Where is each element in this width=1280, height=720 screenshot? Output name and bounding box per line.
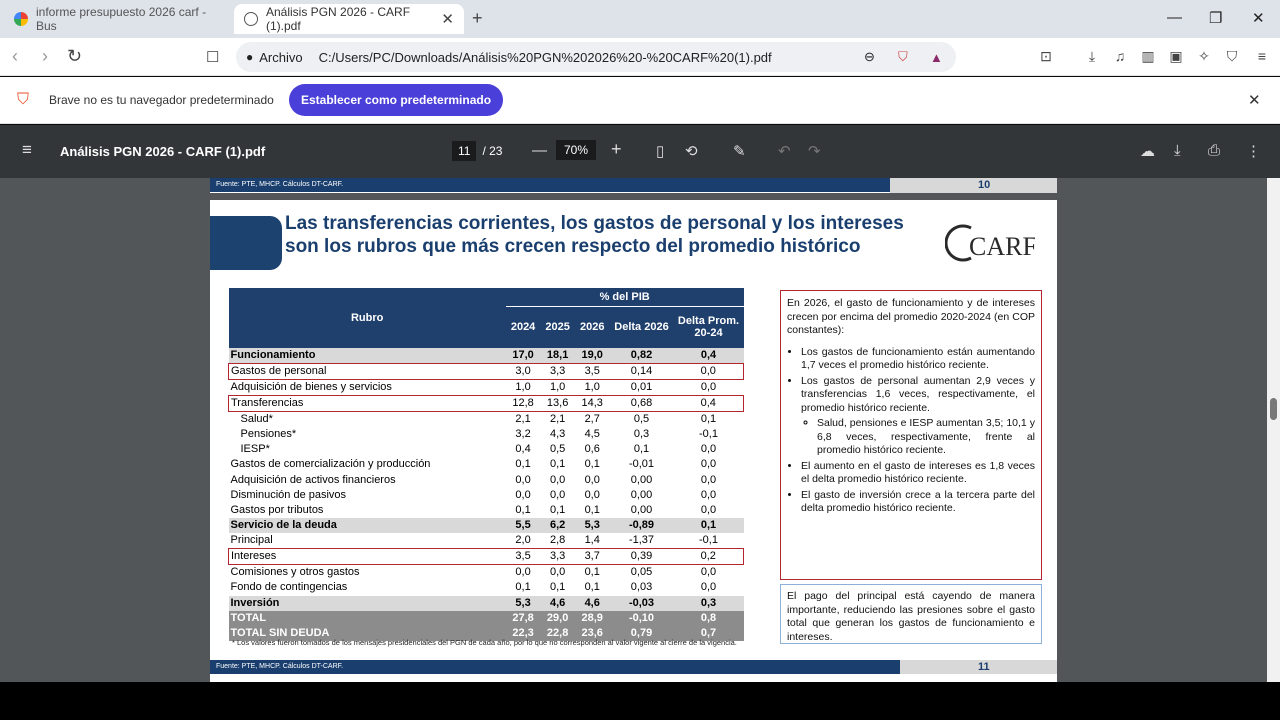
tab-title: informe presupuesto 2026 carf - Bus <box>36 5 207 33</box>
cell-value: 0,7 <box>700 626 717 639</box>
drive-save-icon[interactable]: ☁ <box>1140 143 1155 160</box>
analysis-bullet-text: Los gastos de personal aumentan 2,9 veces y transferencias 1,6 veces, respectivamente, el promedio histórico reciente. <box>801 374 1035 414</box>
brave-rewards-icon[interactable]: ▲ <box>930 49 943 65</box>
cell-value: 0,00 <box>630 473 653 486</box>
cell-value: 6,2 <box>549 519 566 532</box>
cell-value: 0,0 <box>549 473 566 486</box>
cell-value: 0,68 <box>610 396 674 412</box>
table-row <box>229 488 744 503</box>
cell-value: 0,1 <box>515 504 531 517</box>
tab-search[interactable] <box>4 4 226 34</box>
header-delta-prom: Delta Prom. 20-24 <box>674 306 744 348</box>
zoom-in-icon[interactable]: + <box>611 139 622 159</box>
row-label: Gastos de personal <box>229 364 506 380</box>
cell-value: 0,0 <box>549 566 566 579</box>
cell-value: -0,01 <box>628 458 655 471</box>
cell-value: 4,6 <box>549 596 566 609</box>
cell-value: 0,0 <box>700 488 717 501</box>
sidebar-icon[interactable]: ▥ <box>1141 48 1155 64</box>
pdf-viewer[interactable] <box>0 178 1280 682</box>
cell-value: 0,0 <box>515 488 531 501</box>
page-number: 11 <box>978 661 990 673</box>
menu-icon[interactable]: ≡ <box>22 140 32 159</box>
protocol-label: Archivo <box>259 49 303 65</box>
row-label: Adquisición de activos financieros <box>230 473 396 486</box>
page-selector <box>452 141 502 161</box>
cell-value: 28,9 <box>581 611 603 624</box>
cell-value: 4,5 <box>584 428 600 441</box>
cell-value: 0,1 <box>584 581 600 594</box>
taskbar-area <box>0 682 1280 720</box>
cell-value: 14,3 <box>575 396 610 412</box>
cell-value: 0,1 <box>515 458 531 471</box>
table-row <box>229 442 744 457</box>
table-row <box>229 412 744 428</box>
music-icon[interactable]: ♫ <box>1114 48 1126 64</box>
scrollbar-thumb[interactable] <box>1270 398 1277 420</box>
row-label: Salud* <box>240 413 273 425</box>
cell-value: 1,0 <box>549 381 566 393</box>
undo-icon[interactable]: ↶ <box>778 143 791 160</box>
header-2025: 2025 <box>540 306 575 348</box>
cell-value: 3,3 <box>540 364 575 380</box>
cell-value: -0,1 <box>699 428 718 441</box>
cell-value: 5,3 <box>515 596 531 609</box>
cell-value: 0,4 <box>700 349 717 361</box>
forward-button[interactable]: › <box>42 46 48 66</box>
cell-value: 2,8 <box>549 534 566 547</box>
table-row <box>229 457 744 472</box>
cell-value: 0,1 <box>549 458 566 471</box>
cell-value: -0,89 <box>628 519 655 532</box>
cell-value: 0,0 <box>700 581 717 594</box>
cell-value: 13,6 <box>540 396 575 412</box>
table-row <box>229 427 744 442</box>
table-row <box>229 580 744 595</box>
cell-value: 0,5 <box>549 443 566 456</box>
analysis-bullet: • El aumento en el gasto de intereses es 1,8 veces el delta promedio histórico reciente. <box>801 460 1035 487</box>
cell-value: 5,5 <box>515 519 531 532</box>
row-label: TOTAL SIN DEUDA <box>230 626 330 639</box>
row-label: Comisiones y otros gastos <box>230 566 360 579</box>
cell-value: 22,8 <box>546 626 569 639</box>
analysis-bullet: • El gasto de inversión crece a la tercera parte del delta promedio histórico reciente. <box>801 489 1035 516</box>
brave-logo-icon: ⛉ <box>17 91 30 108</box>
logo-text: CARF <box>969 232 1035 261</box>
cell-value: 0,0 <box>584 488 600 501</box>
analysis-box <box>780 290 1042 580</box>
more-icon[interactable]: ⋮ <box>1246 143 1261 160</box>
cell-value: 3,2 <box>515 428 531 441</box>
row-label: Gastos de comercialización y producción <box>230 458 431 471</box>
table-row <box>229 596 744 611</box>
url-field[interactable] <box>236 42 956 72</box>
cell-value: 2,1 <box>515 413 531 425</box>
cell-value: 0,00 <box>630 488 653 501</box>
page-total: / 23 <box>482 144 503 158</box>
default-browser-infobar <box>0 77 1280 124</box>
fit-page-icon[interactable]: ▯ <box>656 143 665 160</box>
header-rubro: Rubro <box>229 288 506 348</box>
title-banner <box>210 216 282 270</box>
page-number-band <box>890 178 1057 193</box>
zoom-icon[interactable]: ⊖ <box>864 49 875 64</box>
row-label: TOTAL <box>230 611 267 624</box>
cell-value: 0,6 <box>584 443 600 456</box>
cell-value: 0,79 <box>630 626 653 639</box>
cell-value: 0,1 <box>700 413 717 425</box>
cell-value: 0,1 <box>584 566 600 579</box>
cell-value: 0,1 <box>515 581 531 594</box>
maximize-button[interactable]: ❐ <box>1209 10 1223 27</box>
table-row <box>229 549 744 565</box>
source-note: Fuente: PTE, MHCP. Cálculos DT-CARF. <box>210 178 890 192</box>
cell-value: 3,0 <box>506 364 541 380</box>
table-footnote: * Los valores fueron tomados de los mensajes presidenciales del PGN de cada año, por lo que no corresponden al valor vigente al cierre de la vigencia. <box>232 638 737 647</box>
cell-value: 0,0 <box>515 566 531 579</box>
cell-value: 3,5 <box>575 364 610 380</box>
header-group: % del PIB <box>506 288 744 306</box>
rotate-icon[interactable]: ⟲ <box>685 143 698 160</box>
wallet-icon[interactable]: ▣ <box>1169 48 1183 64</box>
cell-value: 12,8 <box>506 396 541 412</box>
cell-value: 0,1 <box>584 504 600 517</box>
zoom-level[interactable]: 70% <box>556 140 596 160</box>
cell-value: 2,1 <box>549 413 566 425</box>
bookmark-icon[interactable]: ☐ <box>206 49 220 66</box>
cell-value: 1,4 <box>584 534 600 547</box>
cell-value: 23,6 <box>581 626 603 639</box>
cell-value: 0,03 <box>630 581 653 594</box>
row-label: Fondo de contingencias <box>230 581 348 594</box>
analysis-bullet <box>801 375 1035 458</box>
previous-page <box>210 178 1057 193</box>
row-label: Servicio de la deuda <box>230 519 337 532</box>
carf-logo <box>945 222 1035 262</box>
row-label: Principal <box>230 534 273 547</box>
reload-button[interactable]: ↻ <box>67 46 83 66</box>
table-row <box>229 503 744 518</box>
address-bar <box>0 38 1280 76</box>
cell-value: 0,39 <box>610 549 674 565</box>
vpn-icon[interactable]: ⛉ <box>1226 48 1238 64</box>
cell-value: 0,3 <box>633 428 650 441</box>
cell-value: 0,5 <box>633 413 650 425</box>
table-row <box>229 518 744 533</box>
annotate-icon[interactable]: ✎ <box>733 143 746 160</box>
cell-value: 0,1 <box>549 504 566 517</box>
cell-value: 2,7 <box>584 413 600 425</box>
cell-value: 29,0 <box>546 611 569 624</box>
cell-value: 0,0 <box>549 488 566 501</box>
cell-value: 5,3 <box>584 519 600 532</box>
close-window-button[interactable]: ✕ <box>1252 10 1265 27</box>
cell-value: 1,0 <box>515 381 531 393</box>
cell-value: 17,0 <box>512 349 534 361</box>
page-heading: Las transferencias corrientes, los gastos de personal y los intereses son los rubros que más crecen respecto del promedio histórico <box>285 213 904 257</box>
cell-value: -1,37 <box>628 534 655 547</box>
reader-icon[interactable]: ⊡ <box>1040 48 1052 64</box>
page-number: 10 <box>978 179 991 191</box>
cell-value: 0,0 <box>584 473 600 486</box>
principal-box: El pago del principal está cayendo de manera importante, reduciendo las presiones sobre el gasto total que generan los gastos de funcionamiento e intereses. <box>780 584 1042 644</box>
row-label: Intereses <box>229 549 506 565</box>
pdf-toolbar <box>0 125 1280 178</box>
cell-value: 0,4 <box>674 396 744 412</box>
set-default-button[interactable]: Establecer como predeterminado <box>289 84 503 116</box>
close-tab-icon[interactable]: ✕ <box>441 11 454 28</box>
cell-value: 3,7 <box>575 549 610 565</box>
cell-value: 0,0 <box>700 458 717 471</box>
cell-value: 0,8 <box>700 611 717 624</box>
cell-value: 0,2 <box>674 549 744 565</box>
cell-value: 0,0 <box>700 443 717 456</box>
cell-value: 0,3 <box>700 596 717 609</box>
cell-value: 0,1 <box>584 458 600 471</box>
redo-icon[interactable]: ↷ <box>808 143 821 160</box>
cell-value: 3,5 <box>506 549 541 565</box>
url-text: C:/Users/PC/Downloads/Análisis%20PGN%202026%20-%20CARF%20(1).pdf <box>318 49 772 65</box>
row-label: Gastos por tributos <box>230 504 324 517</box>
table-row <box>229 396 744 412</box>
cell-value: 0,82 <box>630 349 653 361</box>
leo-icon[interactable]: ✧ <box>1198 48 1210 64</box>
globe-icon <box>244 12 258 26</box>
cell-value: 0,0 <box>700 381 717 393</box>
cell-value: 22,3 <box>512 626 534 639</box>
table-row <box>229 380 744 396</box>
cell-value: 18,1 <box>546 349 569 361</box>
cell-value: 0,0 <box>674 364 744 380</box>
infobar-message: Brave no es tu navegador predeterminado <box>49 93 274 107</box>
row-label: Disminución de pasivos <box>230 488 347 501</box>
cell-value: 0,0 <box>700 473 717 486</box>
cell-value: -0,03 <box>628 596 655 609</box>
back-button[interactable]: ‹ <box>12 46 18 66</box>
brave-shield-icon[interactable]: ⛉ <box>898 49 908 64</box>
cell-value: -0,10 <box>628 611 655 624</box>
spending-table <box>228 288 744 641</box>
table-row <box>229 533 744 549</box>
cell-value: 4,6 <box>584 596 600 609</box>
downloads-icon[interactable]: ⤓ <box>1088 48 1096 64</box>
row-label: Funcionamiento <box>230 349 316 361</box>
download-icon[interactable]: ⤓ <box>1174 142 1181 159</box>
cell-value: 0,1 <box>549 581 566 594</box>
table-row <box>229 364 744 380</box>
cell-value: 0,0 <box>700 566 717 579</box>
vertical-scrollbar[interactable] <box>1267 178 1280 682</box>
table-row <box>229 348 744 364</box>
cell-value: 2,0 <box>515 534 531 547</box>
cell-value: 19,0 <box>581 349 603 361</box>
pdf-title: Análisis PGN 2026 - CARF (1).pdf <box>60 144 266 159</box>
info-icon: ● <box>246 50 254 64</box>
cell-value: 1,0 <box>584 381 600 393</box>
tab-pdf[interactable] <box>234 4 464 34</box>
minimize-button[interactable]: — <box>1167 9 1182 26</box>
row-label: Transferencias <box>229 396 506 412</box>
row-label: Pensiones* <box>240 428 297 441</box>
cell-value: 0,00 <box>630 504 653 517</box>
analysis-bullet: • Los gastos de funcionamiento están aumentando 1,7 veces el promedio histórico reciente. <box>801 346 1035 373</box>
pdf-page <box>210 200 1057 682</box>
cell-value: 3,3 <box>540 549 575 565</box>
cell-value: 27,8 <box>512 611 534 624</box>
cell-value: 0,4 <box>515 443 531 456</box>
header-delta-2026: Delta 2026 <box>610 306 674 348</box>
zoom-out-icon[interactable]: — <box>532 142 547 159</box>
row-label: Adquisición de bienes y servicios <box>230 381 392 393</box>
row-label: Inversión <box>230 596 280 609</box>
table-row <box>229 565 744 581</box>
analysis-intro: En 2026, el gasto de funcionamiento y de intereses crecen por encima del promedio 2020-2024 (en COP constantes): <box>787 297 1035 336</box>
cell-value: 0,0 <box>700 504 717 517</box>
print-icon[interactable]: ⎙ <box>1208 142 1221 159</box>
close-infobar-icon[interactable]: ✕ <box>1248 92 1261 109</box>
new-tab-button[interactable]: + <box>472 8 483 28</box>
analysis-sub-bullet: ◦ Salud, pensiones e IESP aumentan 3,5; 10,1 y 6,8 veces, respectivamente, frente al promedio histórico reciente. <box>817 417 1035 458</box>
header-2024: 2024 <box>506 306 541 348</box>
cell-value: 0,14 <box>610 364 674 380</box>
row-label: IESP* <box>240 443 270 456</box>
header-2026: 2026 <box>575 306 610 348</box>
source-note: Fuente: PTE, MHCP. Cálculos DT-CARF. <box>210 660 900 674</box>
cell-value: 0,1 <box>633 443 650 456</box>
cell-value: 4,3 <box>549 428 566 441</box>
tab-bar <box>0 0 1280 38</box>
menu-icon[interactable]: ≡ <box>1257 48 1267 64</box>
cell-value: 0,0 <box>515 473 531 486</box>
cell-value: -0,1 <box>699 534 718 547</box>
cell-value: 0,01 <box>630 381 653 393</box>
table-row <box>229 473 744 488</box>
cell-value: 0,05 <box>630 566 653 579</box>
google-icon <box>14 12 28 26</box>
table-row <box>229 611 744 626</box>
page-number-input[interactable]: 11 <box>452 141 476 161</box>
tab-title: Análisis PGN 2026 - CARF (1).pdf <box>266 5 411 33</box>
cell-value: 0,1 <box>700 519 717 532</box>
